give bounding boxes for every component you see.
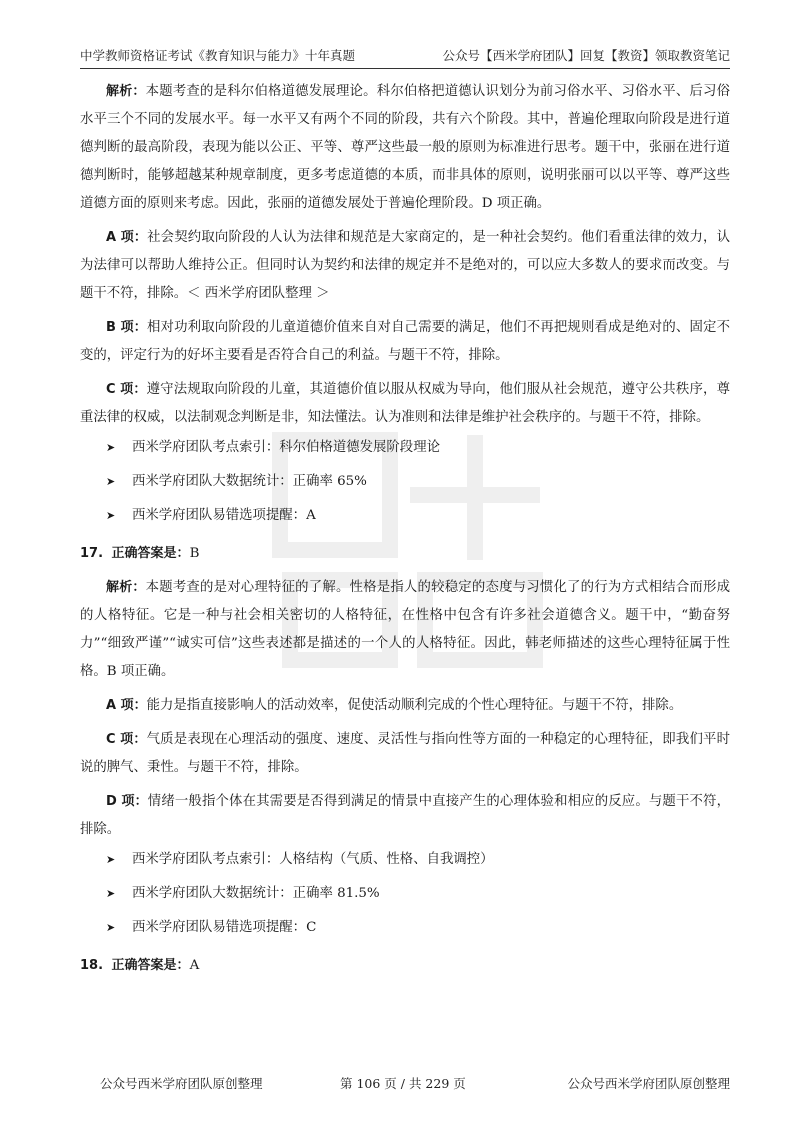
q16-analysis: 解析：本题考查的是科尔伯格道德发展理论。科尔伯格把道德认识划分为前习俗水平、习俗水平、后习俗水平三个不同的发展水平。每一水平又有两个不同的阶段，共有六个阶段。其中，普遍伦理取向阶段是进行道德判断的最高阶段，表现为能以公正、平等、尊严这些最一般的原则为标准进行思考。题干中，张丽在进行道德判断时，能够超越某种规章制度，更多考虑道德的本质，而非具体的原则，说明张丽可以以平等、尊严这些道德方面的原则来考虑。因此，张丽的道德发展处于普遍伦理阶段。D 项正确。 (80, 84, 730, 211)
q16-bullet-stats: ➤ 西米学府团队大数据统计：正确率 65% (80, 472, 730, 492)
header-promo: 公众号【西米学府团队】回复【教资】领取教资笔记 (442, 48, 730, 63)
arrow-right-icon: ➤ (106, 853, 116, 866)
q17-option-a: A 项：能力是指直接影响人的活动效率，促使活动顺利完成的个性心理特征。与题干不符，排除。 (106, 698, 683, 713)
q16-bullet-index: ➤ 西米学府团队考点索引：科尔伯格道德发展阶段理论 (80, 438, 730, 458)
arrow-right-icon: ➤ (106, 509, 116, 522)
q16-bullet-trap: ➤ 西米学府团队易错选项提醒：A (80, 506, 730, 526)
arrow-right-icon: ➤ (106, 441, 116, 454)
q16-option-b: B 项：相对功利取向阶段的儿童道德价值来自对自己需要的满足，他们不再把规则看成是绝对的、固定不变的，评定行为的好坏主要看是否符合自己的利益。与题干不符，排除。 (80, 320, 730, 363)
q17-bullet-trap: ➤ 西米学府团队易错选项提醒：C (80, 918, 730, 938)
footer-right: 公众号西米学府团队原创整理 (567, 1076, 730, 1091)
arrow-right-icon: ➤ (106, 887, 116, 900)
q17-option-d: D 项：情绪一般指个体在其需要是否得到满足的情景中直接产生的心理体验和相应的反应。与题干不符，排除。 (80, 794, 730, 837)
header-divider (80, 68, 730, 69)
page-number: 第 106 页 / 共 229 页 (340, 1076, 466, 1091)
q17-analysis: 解析：本题考查的是对心理特征的了解。性格是指人的较稳定的态度与习惯化了的行为方式相结合而形成的人格特征。它是一种与社会相关密切的人格特征，在性格中包含有许多社会道德含义。题干中，“勤奋努力”“细致严谨”“诚实可信”这些表述都是描述的一个人的人格特征。因此，韩老师描述的这些心理特征属于性格。B 项正确。 (80, 580, 730, 679)
footer-left: 公众号西米学府团队原创整理 (100, 1076, 263, 1091)
page-footer (80, 1074, 730, 1094)
page-header (80, 44, 730, 66)
q17-answer: B (189, 546, 200, 561)
header-title: 中学教师资格证考试《教育知识与能力》十年真题 (80, 48, 356, 63)
q16-option-c: C 项：遵守法规取向阶段的儿童，其道德价值以服从权威为导向，他们服从社会规范，遵守公共秩序，尊重法律的权威，以法制观念判断是非，知法懂法。认为准则和法律是维护社会秩序的。与题干不符，排除。 (80, 382, 730, 425)
q17-option-c: C 项：气质是表现在心理活动的强度、速度、灵活性与指向性等方面的一种稳定的心理特征，即我们平时说的脾气、秉性。与题干不符，排除。 (80, 732, 730, 775)
q16-option-a: A 项：社会契约取向阶段的人认为法律和规范是大家商定的，是一种社会契约。他们看重法律的效力，认为法律可以帮助人维持公正。但同时认为契约和法律的规定并不是绝对的，可以应大多数人的要求而改变。与题干不符，排除。＜ 西米学府团队整理 ＞ (80, 230, 731, 301)
arrow-right-icon: ➤ (106, 921, 116, 934)
q18-heading: 18. 正确答案是：A (80, 958, 200, 973)
arrow-right-icon: ➤ (106, 475, 116, 488)
q18-answer: A (189, 958, 200, 973)
q17-heading: 17. 正确答案是：B (80, 546, 200, 561)
q17-bullet-stats: ➤ 西米学府团队大数据统计：正确率 81.5% (80, 884, 730, 904)
page-content (80, 78, 730, 986)
q17-bullet-index: ➤ 西米学府团队考点索引：人格结构（气质、性格、自我调控） (80, 850, 730, 870)
